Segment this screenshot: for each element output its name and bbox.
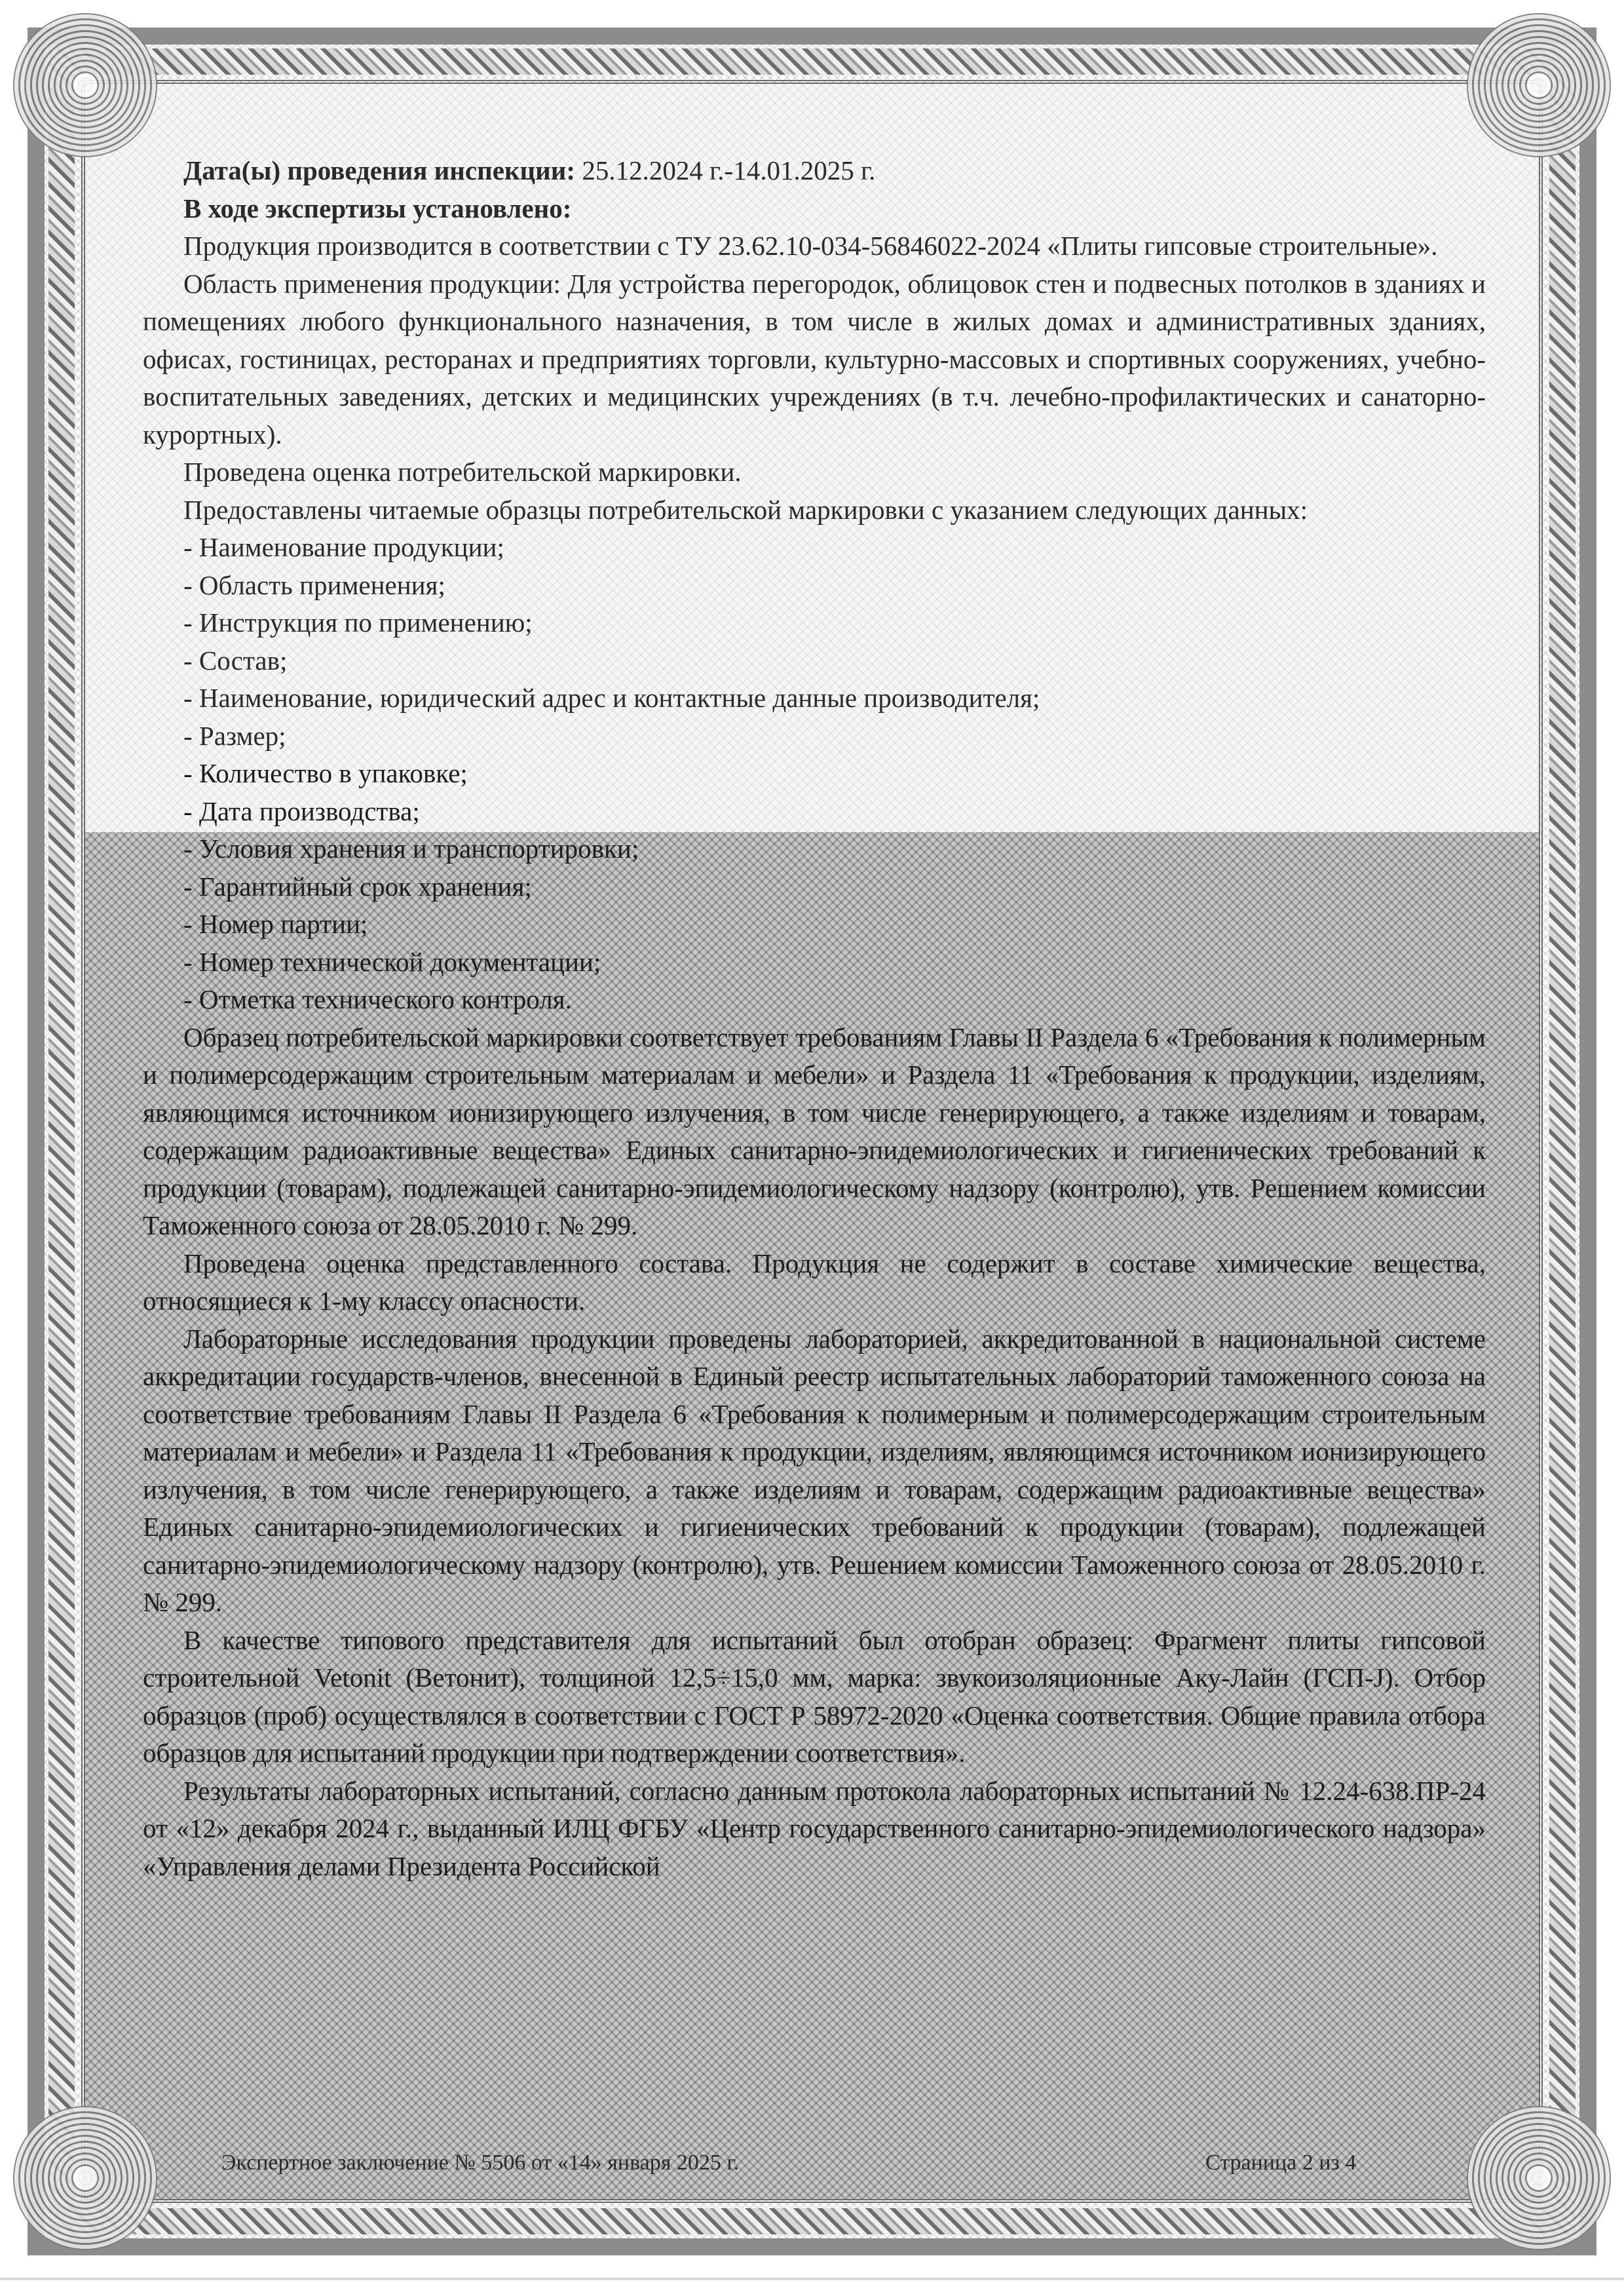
document-body <box>143 152 1486 1885</box>
paragraph: Результаты лабораторных испытаний, согласно данным протокола лабораторных испытаний № 12.24-638.ПР-24 от «12» декабря 2024 г., выданный ИЛЦ ФГБУ «Центр государственного санитарно-эпидемиологического надзора» «Управления делами Президента Российской <box>143 1775 1486 1881</box>
rosette-ornament-icon <box>13 2106 157 2250</box>
list-item: - Количество в упаковке; <box>183 758 468 788</box>
list-item: - Дата производства; <box>183 795 420 826</box>
paragraph: Продукция производится в соответствии с ТУ 23.62.10-034-56846022-2024 «Плиты гипсовые строительные». <box>183 231 1438 261</box>
divider <box>0 2278 1624 2280</box>
list-item: - Область применения; <box>183 569 445 600</box>
list-item: - Наименование, юридический адрес и контактные данные производителя; <box>183 683 1040 713</box>
inspection-dates-label: Дата(ы) проведения инспекции: <box>183 155 576 185</box>
rosette-ornament-icon <box>1467 2106 1611 2250</box>
list-item: - Инструкция по применению; <box>183 607 533 638</box>
paragraph: В качестве типового представителя для испытаний был отобран образец: Фрагмент плиты гипсовой строительной Vetonit (Ветонит), толщиной 12,5÷15,0 мм, марка: звукоизоляционные Аку-Лайн (ГСП-J). Отбор образцов (проб) осуществлялся в соответствии с ГОСТ Р 58972-2020 «Оценка соответствия. Общие правила отбора образцов для испытаний продукции при подтверждении соответствия». <box>143 1624 1486 1768</box>
inspection-dates <box>143 152 1486 190</box>
rosette-ornament-icon <box>1467 13 1611 157</box>
inspection-dates-value: 25.12.2024 г.-14.01.2025 г. <box>582 155 876 185</box>
list-item: - Состав; <box>183 645 288 676</box>
paragraph: Образец потребительской маркировки соответствует требованиям Главы II Раздела 6 «Требования к полимерным и полимерсодержащим строительным материалам и мебели» и Раздела 11 «Требования к продукции, изделиям, являющимся источником ионизирующего излучения, в том числе генерирующего, а также изделиям и товарам, содержащим радиоактивные вещества» Единых санитарно-эпидемиологических и гигиенических требований к продукции (товарам), подлежащей санитарно-эпидемиологическому надзору (контролю), утв. Решением комиссии Таможенного союза от 28.05.2010 г. № 299. <box>143 1022 1486 1240</box>
paragraph: Проведена оценка потребительской маркировки. <box>183 457 742 487</box>
list-item: - Номер технической документации; <box>183 946 601 977</box>
paragraph: Предоставлены читаемые образцы потребительской маркировки с указанием следующих данных: <box>183 494 1308 525</box>
list-item: - Гарантийный срок хранения; <box>183 871 532 902</box>
footer-page-number: Страница 2 из 4 <box>1205 2151 1357 2175</box>
rosette-ornament-icon <box>13 13 157 157</box>
list-item: - Наименование продукции; <box>183 532 504 562</box>
established-heading: В ходе экспертизы установлено: <box>183 193 572 223</box>
list-item: - Условия хранения и транспортировки; <box>183 833 639 864</box>
list-item: - Отметка технического контроля. <box>183 984 572 1014</box>
paragraph: Область применения продукции: Для устройства перегородок, облицовок стен и подвесных потолков в зданиях и помещениях любого функционального назначения, в том числе в жилых домах и административных зданиях, офисах, гостиницах, ресторанах и предприятиях торговли, культурно-массовых и спортивных сооружениях, учебно-воспитательных заведениях, детских и медицинских учреждениях (в т.ч. лечебно-профилактических и санаторно-курортных). <box>143 268 1486 450</box>
footer-document-ref: Экспертное заключение № 5506 от «14» января 2025 г. <box>221 2151 740 2175</box>
paragraph: Проведена оценка представленного состава. Продукция не содержит в составе химические вещества, относящиеся к 1-му классу опасности. <box>143 1248 1486 1316</box>
list-item: - Размер; <box>183 720 286 751</box>
paragraph: Лабораторные исследования продукции проведены лабораторией, аккредитованной в национальной системе аккредитации государств-членов, внесенной в Единый реестр испытательных лабораторий таможенного союза на соответствие требованиям Главы II Раздела 6 «Требования к полимерным и полимерсодержащим строительным материалам и мебели» и Раздела 11 «Требования к продукции, изделиям, являющимся источником ионизирующего излучения, в том числе генерирующего, а также изделиям и товарам, содержащим радиоактивные вещества» Единых санитарно-эпидемиологических и гигиенических требований к продукции (товарам), подлежащей санитарно-эпидемиологическому надзору (контролю), утв. Решением комиссии Таможенного союза от 28.05.2010 г. № 299. <box>143 1323 1486 1617</box>
list-item: - Номер партии; <box>183 909 368 939</box>
